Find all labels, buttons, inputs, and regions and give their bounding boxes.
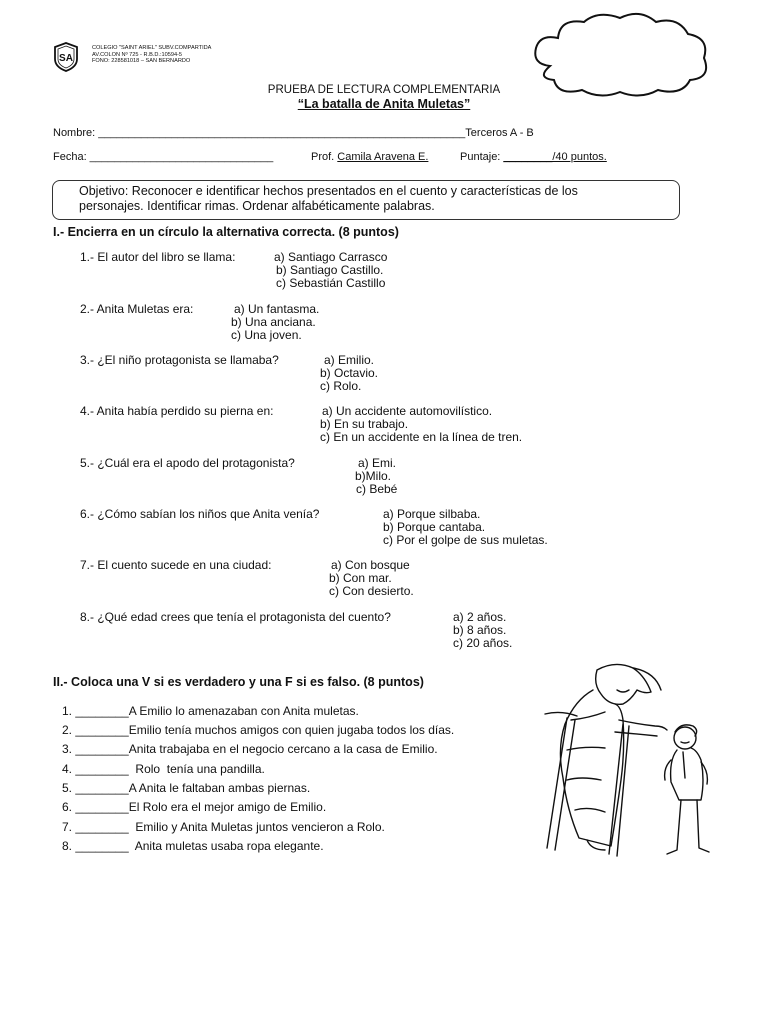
school-phone: FONO: 228581018 – SAN BERNARDO xyxy=(92,58,191,65)
logo-letters: SA xyxy=(59,53,73,64)
true-false-item[interactable]: 6. ________El Rolo era el mejor amigo de Emilio. xyxy=(62,800,327,814)
option-b[interactable]: b) Una anciana. xyxy=(231,315,316,329)
option-c[interactable]: c) Por el golpe de sus muletas. xyxy=(383,533,548,547)
score-line[interactable] xyxy=(460,151,607,163)
true-false-item[interactable]: 7. ________ Emilio y Anita Muletas juntos vencieron a Rolo. xyxy=(62,820,385,834)
score-prefix: Puntaje: xyxy=(460,151,504,163)
option-c[interactable]: c) 20 años. xyxy=(453,636,513,650)
date-field[interactable]: Fecha: ______________________________ xyxy=(53,151,274,163)
option-a[interactable]: a) Emi. xyxy=(358,456,397,470)
option-b[interactable]: b)Milo. xyxy=(355,469,392,483)
option-b[interactable]: b) Con mar. xyxy=(329,571,392,585)
objective-line-2: personajes. Identificar rimas. Ordenar alfabéticamente palabras. xyxy=(79,199,435,213)
question-text: 8.- ¿Qué edad crees que tenía el protagonista del cuento? xyxy=(80,610,391,624)
option-c[interactable]: c) Rolo. xyxy=(320,379,362,393)
option-a[interactable]: a) Porque silbaba. xyxy=(383,507,481,521)
school-logo xyxy=(53,42,79,72)
section-1-heading: I.- Encierra en un círculo la alternativa correcta. (8 puntos) xyxy=(53,225,399,239)
option-c[interactable]: c) Sebastián Castillo xyxy=(276,276,386,290)
option-b[interactable]: b) 8 años. xyxy=(453,623,507,637)
option-c[interactable]: c) Bebé xyxy=(356,482,398,496)
objective-box xyxy=(52,180,680,220)
true-false-item[interactable]: 8. ________ Anita muletas usaba ropa elegante. xyxy=(62,839,324,853)
option-a[interactable]: a) Un accidente automovilístico. xyxy=(322,404,493,418)
question-text: 5.- ¿Cuál era el apodo del protagonista? xyxy=(80,456,295,470)
option-c[interactable]: c) Con desierto. xyxy=(329,584,414,598)
school-address: AV.COLON Nº 725 - R.B.D.:10594-5 xyxy=(92,51,183,58)
section-2-heading: II.- Coloca una V si es verdadero y una F si es falso. (8 puntos) xyxy=(53,675,424,689)
true-false-item[interactable]: 3. ________Anita trabajaba en el negocio cercano a la casa de Emilio. xyxy=(62,742,438,756)
option-b[interactable]: b) Octavio. xyxy=(320,366,379,380)
option-b[interactable]: b) Santiago Castillo. xyxy=(276,263,384,277)
question-text: 3.- ¿El niño protagonista se llamaba? xyxy=(80,353,279,367)
objective-line-1: Objetivo: Reconocer e identificar hechos presentados en el cuento y características de los xyxy=(79,184,578,198)
option-a[interactable]: a) Un fantasma. xyxy=(234,302,320,316)
true-false-item[interactable]: 5. ________A Anita le faltaban ambas piernas. xyxy=(62,781,311,795)
teacher-name: Camila Aravena E. xyxy=(337,151,429,163)
score-value: ________/40 puntos. xyxy=(503,151,607,163)
name-field[interactable]: Nombre: ____________________________________________________________Terceros A - B xyxy=(53,127,534,139)
true-false-item[interactable]: 1. ________A Emilio lo amenazaban con Anita muletas. xyxy=(62,704,359,718)
option-a[interactable]: a) Santiago Carrasco xyxy=(274,250,388,264)
question-text: 4.- Anita había perdido su pierna en: xyxy=(80,404,274,418)
story-illustration xyxy=(505,660,715,860)
true-false-item[interactable]: 2. ________Emilio tenía muchos amigos con quien jugaba todos los días. xyxy=(62,723,455,737)
option-b[interactable]: b) Porque cantaba. xyxy=(383,520,486,534)
test-title: PRUEBA DE LECTURA COMPLEMENTARIA xyxy=(267,84,501,96)
school-name: COLEGIO "SAINT ARIEL" SUBV.COMPARTIDA xyxy=(92,45,212,51)
book-title: “La batalla de Anita Muletas” xyxy=(297,97,471,111)
question-text: 2.- Anita Muletas era: xyxy=(80,302,194,316)
option-a[interactable]: a) 2 años. xyxy=(453,610,507,624)
option-c[interactable]: c) Una joven. xyxy=(231,328,302,342)
option-a[interactable]: a) Emilio. xyxy=(324,353,375,367)
question-text: 7.- El cuento sucede en una ciudad: xyxy=(80,558,272,572)
option-b[interactable]: b) En su trabajo. xyxy=(320,417,409,431)
option-a[interactable]: a) Con bosque xyxy=(331,558,410,572)
true-false-item[interactable]: 4. ________ Rolo tenía una pandilla. xyxy=(62,762,265,776)
option-c[interactable]: c) En un accidente en la línea de tren. xyxy=(320,430,523,444)
teacher-line xyxy=(311,151,428,163)
school-info xyxy=(92,45,211,65)
teacher-prefix: Prof. xyxy=(311,151,338,163)
question-text: 6.- ¿Cómo sabían los niños que Anita venía? xyxy=(80,507,320,521)
question-text: 1.- El autor del libro se llama: xyxy=(80,250,236,264)
